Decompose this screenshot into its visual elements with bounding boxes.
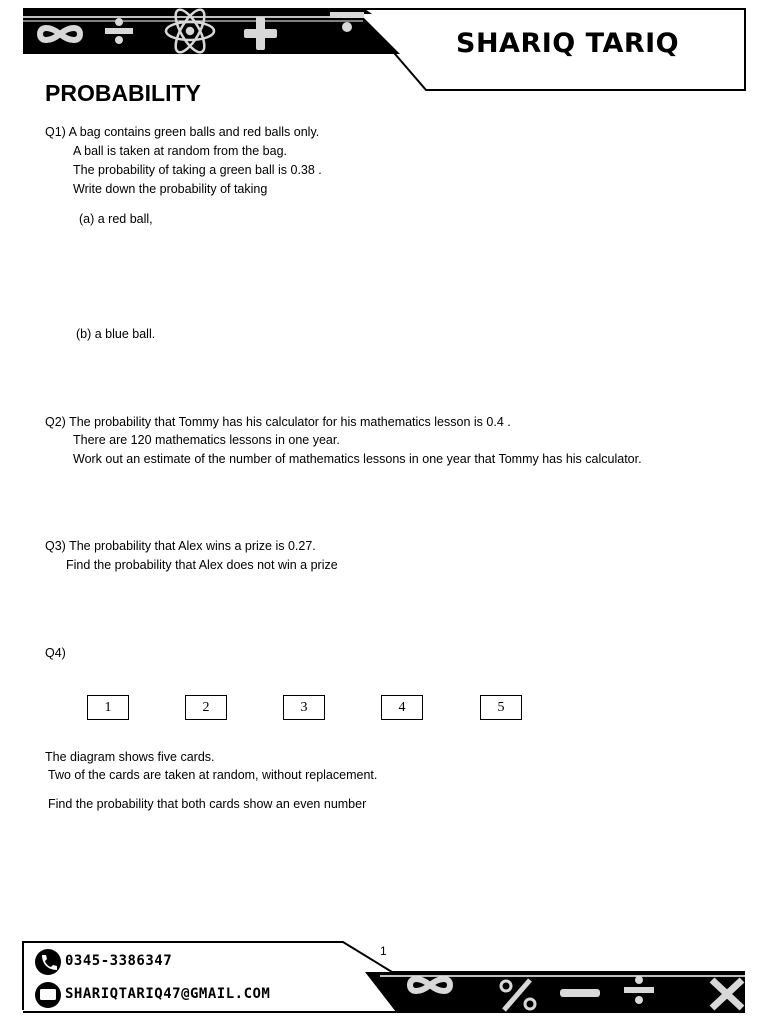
q4-line-3: Find the probability that both cards show an even number: [48, 797, 367, 811]
q1-line-2: A ball is taken at random from the bag.: [73, 144, 288, 158]
q3-line-1: Q3) The probability that Alex wins a prize is 0.27.: [45, 539, 316, 553]
card-3: 3: [283, 695, 325, 720]
q4-label: Q4): [45, 646, 66, 660]
page-number: 1: [380, 944, 387, 958]
card-2: 2: [185, 695, 227, 720]
email-icon: [35, 982, 61, 1008]
phone-number: 0345-3386347: [65, 953, 173, 969]
minus-icon: [560, 989, 600, 997]
q3-line-2: Find the probability that Alex does not win a prize: [66, 558, 338, 572]
q1-line-4: Write down the probability of taking: [73, 182, 268, 196]
email-address: SHARIQTARIQ47@GMAIL.COM: [65, 986, 271, 1002]
card-5: 5: [480, 695, 522, 720]
q4-line-1: The diagram shows five cards.: [45, 750, 215, 764]
page-title: PROBABILITY: [45, 80, 201, 106]
q1-part-a: (a) a red ball,: [79, 212, 153, 226]
q1-line-1: Q1) A bag contains green balls and red balls only.: [45, 125, 320, 139]
phone-icon: [35, 949, 61, 975]
q1-part-b: (b) a blue ball.: [76, 327, 156, 341]
author-name: SHARIQ TARIQ: [456, 28, 680, 59]
card-4: 4: [381, 695, 423, 720]
q1-line-3: The probability of taking a green ball is 0.38 .: [73, 163, 322, 177]
q4-line-2: Two of the cards are taken at random, without replacement.: [48, 768, 378, 782]
q2-line-3: Work out an estimate of the number of mathematics lessons in one year that Tommy has his calculator.: [73, 452, 642, 466]
q2-line-1: Q2) The probability that Tommy has his calculator for his mathematics lesson is 0.4 .: [45, 415, 511, 429]
card-1: 1: [87, 695, 129, 720]
q2-line-2: There are 120 mathematics lessons in one year.: [73, 433, 340, 447]
